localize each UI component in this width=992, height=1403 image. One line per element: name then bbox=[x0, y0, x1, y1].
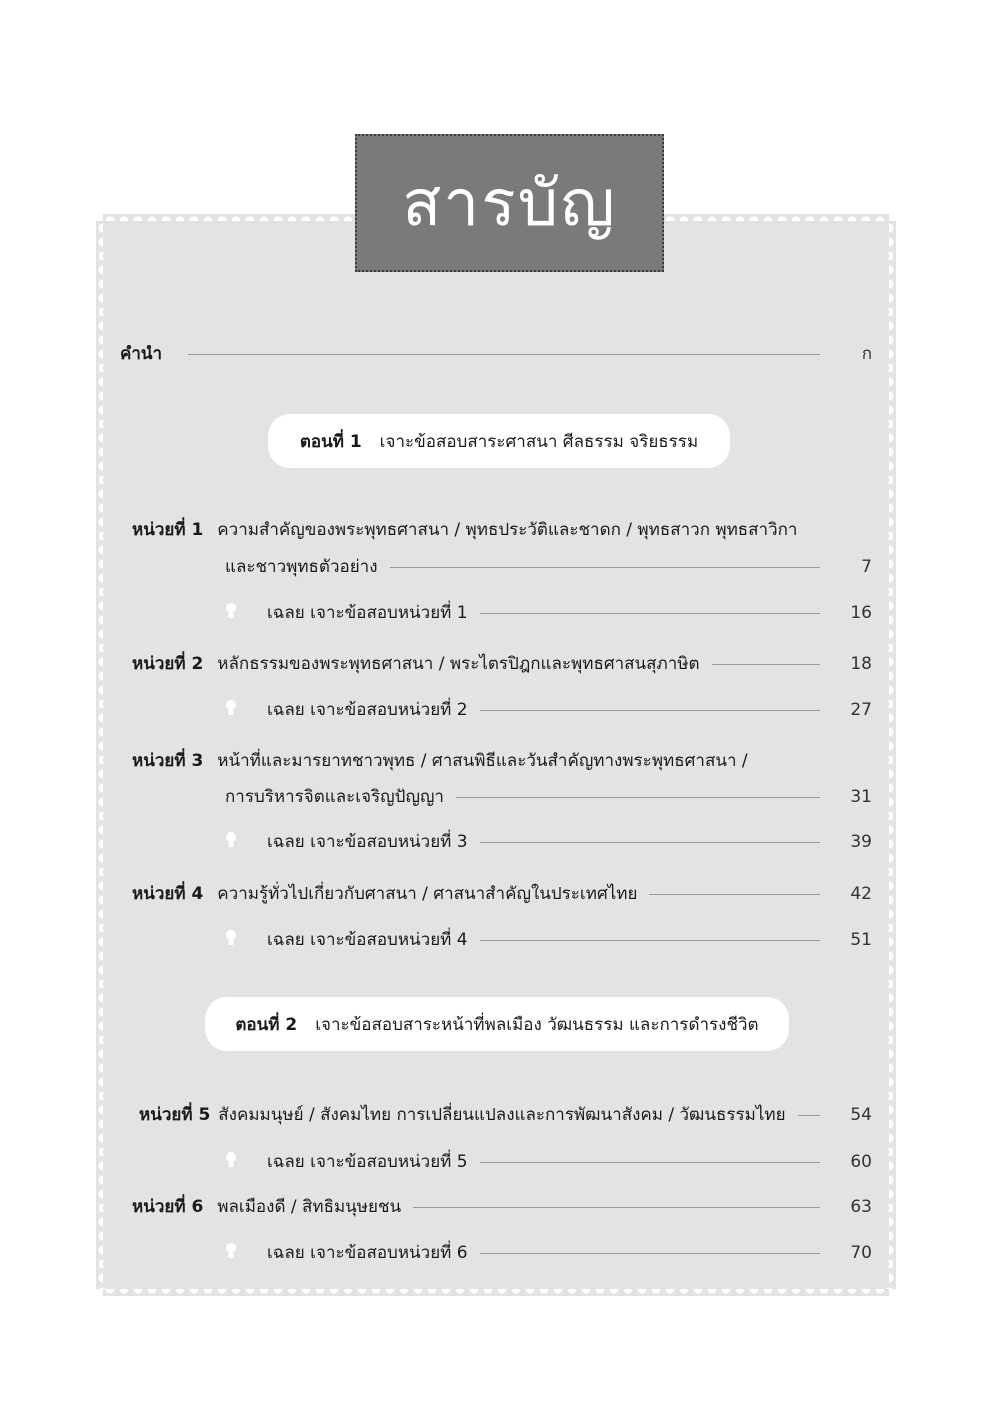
section-1-pill[interactable] bbox=[268, 414, 730, 468]
unit-1-line2: และชาวพุทธตัวอย่าง bbox=[225, 557, 378, 577]
toc-row-unit-1-cont[interactable] bbox=[225, 553, 872, 580]
leader-line bbox=[480, 710, 820, 711]
section-2-pill[interactable] bbox=[205, 997, 789, 1051]
answer-4-page: 51 bbox=[850, 930, 872, 950]
answer-1-text: เฉลย เจาะข้อสอบหน่วยที่ 1 bbox=[267, 603, 468, 623]
unit-3-label: หน่วยที่ 3 bbox=[132, 751, 204, 771]
bulb-icon bbox=[225, 929, 237, 947]
leader-line bbox=[456, 797, 820, 798]
toc-row-unit-1[interactable] bbox=[132, 516, 872, 543]
unit-5-line1: สังคมมนุษย์ / สังคมไทย การเปลี่ยนแปลงและการพัฒนาสังคม / วัฒนธรรมไทย bbox=[218, 1105, 786, 1125]
answer-1-page: 16 bbox=[850, 603, 872, 623]
answer-6-text: เฉลย เจาะข้อสอบหน่วยที่ 6 bbox=[267, 1243, 468, 1263]
toc-row-intro[interactable] bbox=[120, 340, 872, 367]
leader-line bbox=[712, 664, 820, 665]
answer-5-page: 60 bbox=[850, 1152, 872, 1172]
answer-6-page: 70 bbox=[850, 1243, 872, 1263]
answer-5-text: เฉลย เจาะข้อสอบหน่วยที่ 5 bbox=[267, 1152, 468, 1172]
bulb-icon bbox=[225, 602, 237, 620]
toc-row-unit-2[interactable] bbox=[132, 650, 872, 677]
toc-row-answer-1[interactable] bbox=[225, 599, 872, 626]
unit-4-page: 42 bbox=[850, 884, 872, 904]
leader-line bbox=[480, 613, 820, 614]
unit-2-line1: หลักธรรมของพระพุทธศาสนา / พระไตรปิฎกและพุทธศาสนสุภาษิต bbox=[217, 654, 700, 674]
leader-line bbox=[413, 1207, 820, 1208]
toc-row-answer-2[interactable] bbox=[225, 696, 872, 723]
unit-5-page: 54 bbox=[850, 1105, 872, 1125]
section-2-title: เจาะข้อสอบสาระหน้าที่พลเมือง วัฒนธรรม และการดำรงชีวิต bbox=[315, 1014, 759, 1035]
bulb-icon bbox=[225, 831, 237, 849]
toc-row-unit-3[interactable] bbox=[132, 747, 872, 774]
bulb-icon bbox=[225, 699, 237, 717]
unit-1-page: 7 bbox=[861, 557, 872, 577]
unit-2-label: หน่วยที่ 2 bbox=[132, 654, 204, 674]
leader-line bbox=[649, 894, 820, 895]
unit-2-page: 18 bbox=[850, 654, 872, 674]
unit-1-label: หน่วยที่ 1 bbox=[132, 520, 204, 540]
unit-3-line2: การบริหารจิตและเจริญปัญญา bbox=[225, 787, 444, 807]
title-banner bbox=[355, 134, 664, 272]
toc-row-answer-6[interactable] bbox=[225, 1239, 872, 1266]
leader-line bbox=[480, 842, 820, 843]
leader-line bbox=[798, 1115, 820, 1116]
answer-3-page: 39 bbox=[850, 832, 872, 852]
answer-4-text: เฉลย เจาะข้อสอบหน่วยที่ 4 bbox=[267, 930, 468, 950]
bulb-icon bbox=[225, 1242, 237, 1260]
toc-row-unit-3-cont[interactable] bbox=[225, 783, 872, 810]
leader-line bbox=[188, 354, 820, 355]
answer-3-text: เฉลย เจาะข้อสอบหน่วยที่ 3 bbox=[267, 832, 468, 852]
toc-row-answer-3[interactable] bbox=[225, 828, 872, 855]
section-2-label: ตอนที่ 2 bbox=[235, 1014, 298, 1035]
toc-row-unit-5[interactable] bbox=[139, 1101, 872, 1128]
toc-row-unit-4[interactable] bbox=[132, 880, 872, 907]
unit-4-label: หน่วยที่ 4 bbox=[132, 884, 204, 904]
bulb-icon bbox=[225, 1151, 237, 1169]
unit-6-line1: พลเมืองดี / สิทธิมนุษยชน bbox=[217, 1197, 402, 1217]
unit-5-label: หน่วยที่ 5 bbox=[139, 1105, 211, 1125]
answer-2-text: เฉลย เจาะข้อสอบหน่วยที่ 2 bbox=[267, 700, 468, 720]
leader-line bbox=[480, 1253, 820, 1254]
section-1-title: เจาะข้อสอบสาระศาสนา ศีลธรรม จริยธรรม bbox=[379, 431, 699, 452]
unit-6-label: หน่วยที่ 6 bbox=[132, 1197, 204, 1217]
answer-2-page: 27 bbox=[850, 700, 872, 720]
intro-page: ก bbox=[861, 344, 872, 364]
toc-row-answer-4[interactable] bbox=[225, 926, 872, 953]
leader-line bbox=[480, 1162, 820, 1163]
intro-label: คำนำ bbox=[120, 344, 163, 364]
section-1-label: ตอนที่ 1 bbox=[299, 431, 362, 452]
leader-line bbox=[390, 567, 820, 568]
toc-row-unit-6[interactable] bbox=[132, 1193, 872, 1220]
leader-line bbox=[480, 940, 820, 941]
unit-3-line1: หน้าที่และมารยาทชาวพุทธ / ศาสนพิธีและวันสำคัญทางพระพุทธศาสนา / bbox=[217, 751, 748, 771]
unit-3-page: 31 bbox=[850, 787, 872, 807]
toc-row-answer-5[interactable] bbox=[225, 1148, 872, 1175]
unit-1-line1: ความสำคัญของพระพุทธศาสนา / พุทธประวัติและชาดก / พุทธสาวก พุทธสาวิกา bbox=[217, 520, 798, 540]
unit-4-line1: ความรู้ทั่วไปเกี่ยวกับศาสนา / ศาสนาสำคัญในประเทศไทย bbox=[217, 884, 638, 904]
unit-6-page: 63 bbox=[850, 1197, 872, 1217]
page-title: สารบัญ bbox=[402, 167, 617, 241]
